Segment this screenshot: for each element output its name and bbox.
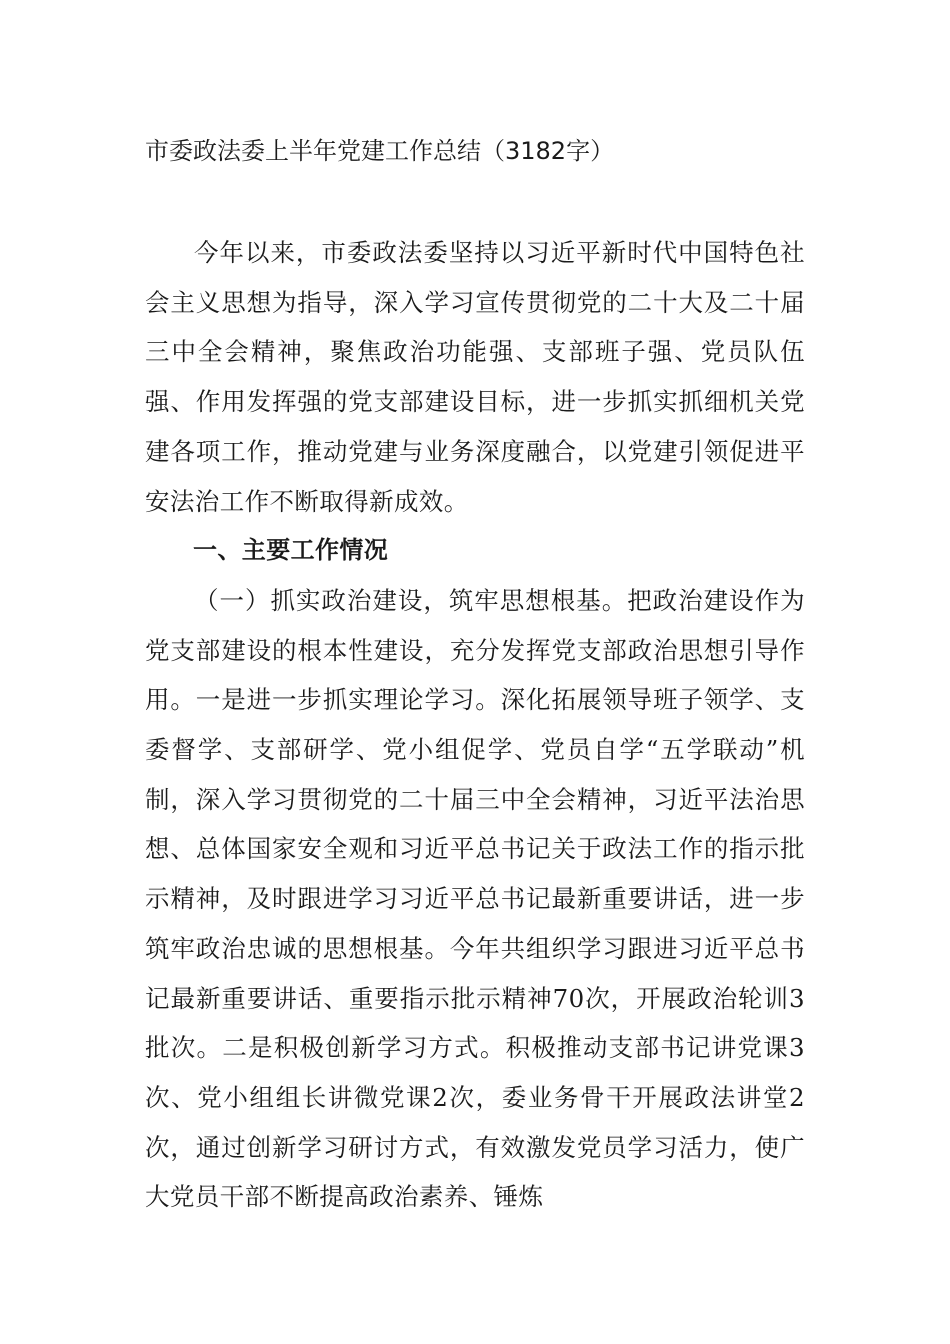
section-heading: 一、主要工作情况 [193,536,389,565]
intro-paragraph: 今年以来，市委政法委坚持以习近平新时代中国特色社会主义思想为指导，深入学习宣传贯彻党的二十大及二十届三中全会精神，聚焦政治功能强、支部班子强、党员队伍强、作用发挥强的党支部建设目标，进一步抓实抓细机关党建各项工作，推动党建与业务深度融合，以党建引领促进平安法治工作不断取得新成效。 [145,238,805,516]
document-title: 市委政法委上半年党建工作总结（3182字） [145,137,615,165]
body-paragraph: （一）抓实政治建设，筑牢思想根基。把政治建设作为党支部建设的根本性建设，充分发挥党支部政治思想引导作用。一是进一步抓实理论学习。深化拓展领导班子领学、支委督学、支部研学、党小组促学、党员自学“五学联动”机制，深入学习贯彻党的二十届三中全会精神，习近平法治思想、总体国家安全观和习近平总书记关于政法工作的指示批示精神，及时跟进学习习近平总书记最新重要讲话，进一步筑牢政治忠诚的思想根基。今年共组织学习跟进习近平总书记最新重要讲话、重要指示批示精神70次，开展政治轮训3批次。二是积极创新学习方式。积极推动支部书记讲党课3次、党小组组长讲微党课2次，委业务骨干开展政法讲堂2次，通过创新学习研讨方式，有效激发党员学习活力，使广大党员干部不断提高政治素养、锤炼 [145,585,805,1212]
document-body [145,228,805,1222]
